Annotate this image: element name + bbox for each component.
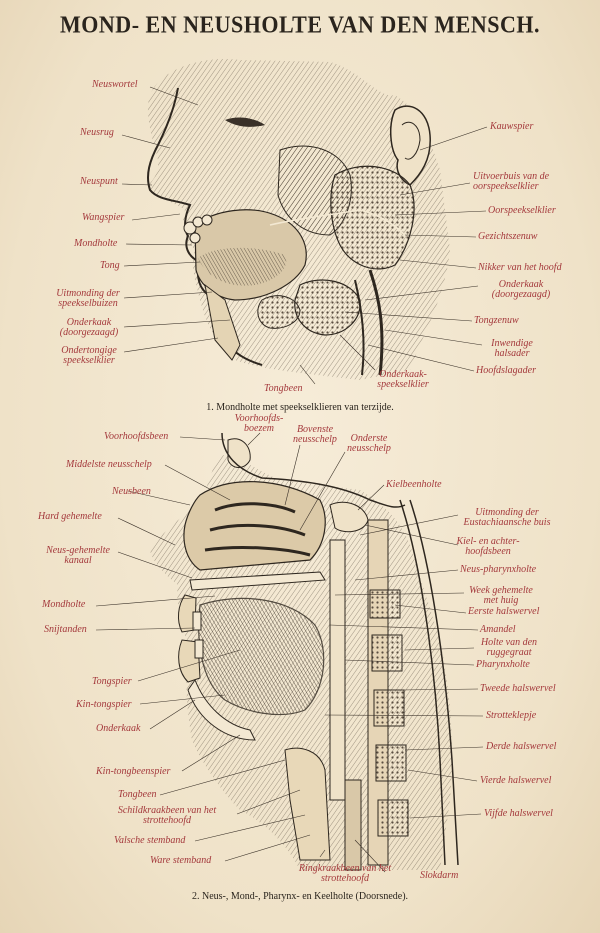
label-halsader-line2: halsader: [494, 348, 530, 359]
label-onderste-line2: neusschelp: [347, 443, 391, 454]
label-voorhoofdsbeen: Voorhoofdsbeen: [104, 431, 169, 442]
label-oorspeekselklier: Oorspeekselklier: [488, 205, 556, 216]
label-neuspunt: Neuspunt: [80, 176, 118, 187]
label-onderkaak-right-line2: (doorgezaagd): [491, 289, 551, 300]
label-onderkaak-left: [54, 318, 124, 338]
label-ondertong-line1: Ondertongige: [61, 345, 117, 356]
label-neusgehemelte-line2: kanaal: [64, 555, 92, 566]
label-eustachiaansche-line2: Eustachiaansche buis: [463, 517, 551, 528]
label-kiel-achterhoofdsbeen: [450, 537, 526, 557]
figure1-illustration: [148, 59, 450, 380]
pharynx: [330, 540, 345, 800]
label-vijfde-halswervel: Vijfde halswervel: [484, 808, 553, 819]
lower-incisor: [195, 640, 203, 658]
label-tweede-halswervel: Tweede halswervel: [480, 683, 556, 694]
label-onderkaak-right-line1: Onderkaak: [498, 279, 544, 290]
label-halsader-line1: Inwendige: [491, 338, 533, 349]
label-mondholte-2: Mondholte: [42, 599, 86, 610]
frontal-sinus: [228, 439, 250, 468]
label-holte-ruggegraat: [474, 638, 544, 658]
label-snijtanden: Snijtanden: [44, 624, 87, 635]
label-onderkaak-speeksel-line1: Onderkaak-: [379, 369, 427, 380]
label-neus-gehemelte-kanaal: [38, 546, 118, 566]
label-onderkaak-speekselklier: [370, 370, 436, 390]
label-ringkraakbeen: [280, 864, 410, 884]
label-kielbeenholte: Kielbeenholte: [386, 479, 442, 490]
label-schildkraakbeen-line2: strottehoofd: [143, 815, 191, 826]
label-middelste-neusschelp: Middelste neusschelp: [66, 459, 152, 470]
label-amandel: Amandel: [480, 624, 516, 635]
label-neusgehemelte-line1: Neus-gehemelte: [46, 545, 110, 556]
label-ondertong-line2: speekselklier: [63, 355, 115, 366]
label-week-gehemelte: [458, 586, 544, 606]
label-voorhoofdsboezem-line2: boezem: [244, 423, 274, 434]
label-tongbeen-1: Tongbeen: [264, 383, 303, 394]
label-schildkraakbeen: [96, 806, 238, 826]
label-derde-halswervel: Derde halswervel: [486, 741, 557, 752]
label-ringkraakbeen-line1: Ringkraakbeen van het: [298, 863, 392, 874]
label-kiel-achter-line2: hoofdsbeen: [465, 546, 511, 557]
label-tongbeen-2: Tongbeen: [118, 789, 157, 800]
label-strotteklepje: Strotteklepje: [486, 710, 537, 721]
label-voorhoofdsboezem-line1: Voorhoofds-: [234, 413, 284, 424]
label-onderkaak-right: [478, 280, 564, 300]
label-week-gehemelte-line2: met huig: [483, 595, 519, 606]
label-nikker: Nikker van het hoofd: [478, 262, 562, 273]
label-onderkaak-speeksel-line2: speekselklier: [377, 379, 429, 390]
label-hoofdslagader: Hoofdslagader: [476, 365, 536, 376]
label-onderste-line1: Onderste: [350, 433, 388, 444]
label-vierde-halswervel: Vierde halswervel: [480, 775, 552, 786]
label-valsche-stemband: Valsche stemband: [114, 835, 186, 846]
plate-title: MOND- EN NEUSHOLTE VAN DEN MENSCH.: [60, 10, 540, 39]
label-ringkraakbeen-line2: strottehoofd: [321, 873, 369, 884]
label-kauwspier: Kauwspier: [490, 121, 534, 132]
label-kiel-achter-line1: Kiel- en achter-: [456, 536, 520, 547]
label-tong: Tong: [100, 260, 120, 271]
label-mondholte-1: Mondholte: [74, 238, 118, 249]
label-uitvoerbuis-line1: Uitvoerbuis van de: [473, 171, 550, 182]
label-uitvoerbuis-line2: oorspeekselklier: [473, 181, 539, 192]
label-neuswortel: Neuswortel: [92, 79, 138, 90]
label-uitmonding-line2: speekselbuizen: [58, 298, 118, 309]
label-onderkaak-left-line1: Onderkaak: [66, 317, 112, 328]
label-week-gehemelte-line1: Week gehemelte: [469, 585, 533, 596]
label-slokdarm: Slokdarm: [420, 870, 459, 881]
label-eustachiaansche-buis: [452, 508, 562, 528]
label-neusbeen: Neusbeen: [112, 486, 151, 497]
label-kin-tongspier: Kin-tongspier: [76, 699, 132, 710]
label-gezichtszenuw: Gezichtszenuw: [478, 231, 538, 242]
figure1-caption: 1. Mondholte met speekselklieren van terzijde.: [206, 402, 394, 413]
label-onderkaak-left-line2: (doorgezaagd): [59, 327, 119, 338]
label-uitvoerbuis: [473, 172, 549, 192]
label-onderste-neusschelp: [336, 434, 402, 454]
figure2-caption: 2. Neus-, Mond-, Pharynx- en Keelholte (Doorsnede).: [191, 891, 409, 902]
label-uitmonding-speekselbuizen: [48, 289, 128, 309]
upper-incisor: [193, 612, 201, 630]
label-kin-tongbeenspier: Kin-tongbeenspier: [96, 766, 171, 777]
label-tongzenuw: Tongzenuw: [474, 315, 519, 326]
label-holte-line2: ruggegraat: [486, 647, 532, 658]
label-neus-pharynxholte: Neus-pharynxholte: [460, 564, 537, 575]
label-eerste-halswervel: Eerste halswervel: [468, 606, 540, 617]
label-bovenste-line1: Bovenste: [296, 424, 334, 435]
label-uitmonding-line1: Uitmonding der: [56, 288, 120, 299]
esophagus: [345, 780, 361, 870]
label-bovenste-line2: neusschelp: [293, 434, 337, 445]
label-inwendige-halsader: [482, 339, 542, 359]
label-ondertongige-speekselklier: [54, 346, 124, 366]
label-schildkraakbeen-line1: Schildkraakbeen van het: [117, 805, 217, 816]
label-holte-line1: Holte van den: [480, 637, 538, 648]
label-onderkaak-2: Onderkaak: [96, 723, 141, 734]
label-wangspier: Wangspier: [82, 212, 125, 223]
label-neusrug: Neusrug: [80, 127, 114, 138]
label-tongspier: Tongspier: [92, 676, 132, 687]
label-eustachiaansche-line1: Uitmonding der: [475, 507, 539, 518]
label-ware-stemband: Ware stemband: [150, 855, 212, 866]
label-pharynxholte: Pharynxholte: [476, 659, 530, 670]
label-hard-gehemelte: Hard gehemelte: [38, 511, 102, 522]
